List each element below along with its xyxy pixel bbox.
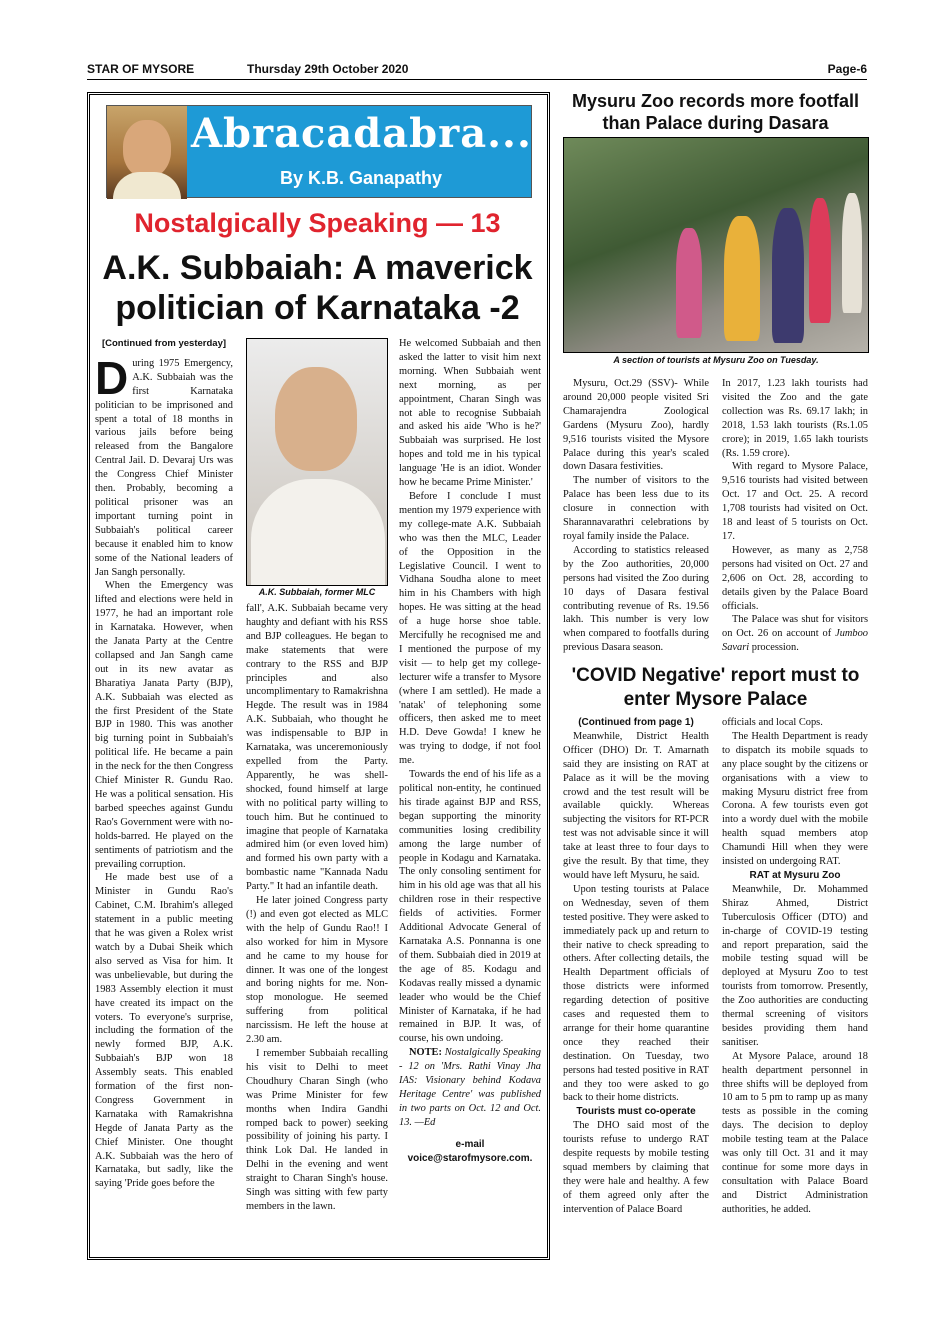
drop-cap: D — [95, 351, 129, 404]
paragraph: fall', A.K. Subbaiah became very haughty and defiant with his RSS and BJP colleagues. He began to make statements that were contrary to the RSS and BJP principles and also uncomplimentary to Ramakrishna Hegde. The result was in 1984 A.K. Subbaiah, who thought he was indispensable to BJP in Karnataka, was unceremoniously expelled from the Party. Apparently, he was shell-shocked, found himself at large with no political party willing to touch him. But he continued to imagine that people of Karnataka admired him (or even loved him) and formed his own party with a bombastic name "Kannada Nadu Party." It had an infantile death. — [246, 603, 388, 893]
paragraph: uring 1975 Emergency, A.K. Subbaiah was the first Karnataka politician to be imprisoned and spent a total of 18 months in various jails before being released from the Bangalore Central Jail. D. Devaraj Urs was the Congress Chief Minister then. Probably, becoming a political prisoner was an important turning point in Subbaiah's political career because it enabled him to know some of the National leaders of Jan Sangh personally. — [95, 357, 233, 578]
column-title: Abracadabra... — [191, 110, 532, 157]
paragraph: He welcomed Subbaiah and then asked the latter to visit him next morning. When Subbaiah went next morning, as per appointment, Charan Singh was not able to recognise Subbaiah and asked his aide 'Who is he?' Subbaiah was surprised. He lost hopes and told me in his typical language 'He is an idiot. Wonder how he became Prime Minister.' — [399, 338, 541, 489]
paragraph: Mysuru, Oct.29 (SSV)- While around 20,000 people visited Sri Chamarajendra Zoological Gardens (Mysuru Zoo), hardly 9,516 tourists visited the Mysore Palace during this year's scaled down Dasara festivities. — [563, 378, 709, 473]
paragraph: He made best use of a Minister in Gundu Rao's Cabinet, C.M. Ibrahim's alleged statement in a public meeting that he was given a Rolex wrist watch by a Dubai Sheik which also served as Visa for him. It was unbelievable, but during the 1983 Assembly election it must have created its impact on the voters. To everyone's surprise, including the formation of the newly formed BJP, A.K. Subbaiah's BJP won 18 Assembly seats. This enabled formation of the first non-Congress Government in Karnataka with Ramakrishna Hegde of Janata Party as the Chief Minister. One thought A.K. Subbaiah was the hero of Karnataka, but sadly, like the saying 'Pride goes before the — [95, 872, 233, 1190]
article1-column-3 — [399, 337, 541, 1165]
paragraph: When the Emergency was lifted and elections were held in 1977, he had an important role in Karnataka. However, when the Janata Party at the Centre collapsed and Jan Sangh came out in its new avatar as Bharatiya Janata Party (BJP), A.K. Subbaiah was elected as the first President of the State BJP in 1980. This was another big turning point in Subbaiah's political life. He became a pain in the neck for the then Congress Chief Minister R. Gundu Rao. He was a political sensation. His barbed speeches against Gundu Rao's Government were with no-holds-barred. He played on the sentiments of patriotism and the prevailing corruption. — [95, 580, 233, 870]
paragraph: However, as many as 2,758 persons had visited on Oct. 27 and 2,606 on Oct. 28, according to details given by the Palace Board officials. — [722, 544, 868, 612]
page-number: Page-6 — [827, 62, 867, 76]
zoo-photo-caption: A section of tourists at Mysuru Zoo on Tuesday. — [613, 355, 819, 365]
article2-column-2 — [722, 377, 868, 655]
continued-label: (Continued from page 1) — [578, 717, 694, 728]
paragraph: According to statistics released by the Zoo authorities, 20,000 persons had visited the Zoo during 10 days of Dasara festival contributing revenue of Rs. 19.56 lakh. This number is very low when compared to footfalls during previous Dasara season. — [563, 544, 709, 654]
article1-column-2 — [246, 602, 388, 1214]
paragraph: Towards the end of his life as a political non-entity, he continued his tirade against BJP and RSS, began supporting the minority communities losing credibility among the large number of people in Kodagu and Karnataka. The only consoling sentiment for him in his old age was that all his children rose in their respective fields of activities. Former Additional Advocate General of Karnataka A.S. Ponnanna is one of them. Subbaiah died in 2019 at the age of 85. Kodagu and Kodavas really missed a dynamic leader who would be the Chief Minister of Karnataka, if he had remained in BJP. It was, of course, his own undoing. — [399, 769, 541, 1045]
paragraph-end: procession. — [751, 642, 799, 654]
note-label: NOTE: — [409, 1047, 442, 1059]
paragraph: He later joined Congress party (!) and even got elected as MLC with the help of Gundu Rao!! I also worked for him in Mysore and he came to my house for dinner. It was one of the longest and boring nights for me. Non-stop monologue. He seemed suffering from political narcissism. He left the house at 2.30 am. — [246, 895, 388, 1046]
email-link[interactable]: voice@starofmysore.com. — [407, 1152, 533, 1164]
paragraph: Meanwhile, Dr. Mohammed Shiraz Ahmed, District Tuberculosis Officer (DTO) and in-charge of COVID-19 testing and report preparation, said the mobile testing squad will be deployed at Mysuru Zoo to test tourists from tomorrow. Presently, the Zoo authorities are conducting thermal screening of visitors besides providing them hand sanitiser. — [722, 883, 868, 1048]
paragraph: The Palace was shut for visitors on Oct. 26 on account of — [722, 614, 868, 640]
article2-column-1 — [563, 377, 709, 655]
issue-date: Thursday 29th October 2020 — [247, 62, 409, 76]
paragraph: The number of visitors to the Palace has been less due to its closure in connection with Sharannavarathri celebrations by royal family inside the Palace. — [563, 475, 709, 542]
article1-column-1 — [95, 337, 233, 1191]
series-title: Nostalgically Speaking — 13 — [134, 208, 501, 238]
zoo-photo — [563, 137, 869, 353]
note-text: Nostalgically Speaking - 12 on 'Mrs. Rathi Vinay Jha IAS: Visionary behind Kodava Heritage Centre' was published in two parts on Oct. 12 and Oct. 13. —Ed — [399, 1047, 541, 1128]
covid-headline: 'COVID Negative' report must to enter Mysore Palace — [571, 665, 860, 710]
column-byline: By K.B. Ganapathy — [279, 168, 443, 188]
paragraph: Upon testing tourists at Palace on Wednesday, seven of them tested positive. They were asked to immediately pack up and return to their native to check spreading to others. After collecting details, the Health Department officials of those districts were informed regarding detection of positive cases and requested them to arrange for their home quarantine once they reached their destination. On Tuesday, two persons had tested positive in RAT and they too were asked to go back to their home districts. — [563, 883, 709, 1104]
continued-label: [Continued from yesterday] — [101, 338, 227, 349]
emphasis: Jumboo Savari — [722, 628, 868, 654]
paragraph: officials and local Cops. — [722, 717, 823, 728]
page-header — [87, 62, 867, 80]
subbaiah-photo — [246, 338, 388, 586]
paragraph: The Health Department is ready to dispatch its mobile squads to any place sought by the citizens or organisations with a view to making Mysuru district free from Corona. A few tourists even got into a wordy duel with the mobile health squad members atop Chamundi Hill when they were insisted on undergoing RAT. — [722, 730, 868, 868]
subheading: Tourists must co-operate — [576, 1106, 696, 1118]
paragraph: With regard to Mysore Palace, 9,516 tourists had visited between Oct. 17 and Oct. 25. A record 1,708 tourists had visited on Oct. 18 and least of 5 tourists on Oct. 17. — [722, 461, 868, 542]
subheading: RAT at Mysuru Zoo — [749, 869, 841, 881]
article3-column-2 — [722, 716, 868, 1217]
paragraph: Before I conclude I must mention my 1979 experience with my college-mate A.K. Subbaiah who was then the MLC, Leader of the Opposition in the Legislative Council. I went to Vidhana Soudha alone to meet him in his Chambers with high hopes. He was sitting at the head of a huge horse shoe table. Mercifully he recognised me and I mentioned the purpose of my visit — to help get my college-lecturer wife a transfer to Mysore (where I am settled). He made a 'natak' of telephoning some officers, then asked me to meet H.D. Deve Gowda! I knew he was trying to dodge, if not fool me. — [399, 490, 541, 767]
column-banner — [106, 105, 532, 198]
paragraph: The DHO said most of the tourists refuse to undergo RAT despite requests by mobile testing squad members by claiming that they were hale and healthy. A few of them agreed only after the intervention of Palace Board — [563, 1120, 709, 1215]
paragraph: Meanwhile, District Health Officer (DHO) Dr. T. Amarnath said they are insisting on RAT at Palace as it will be the moving crowd and the test result will be available quickly. Whereas subjecting the visitors for RT-PCR test was not advisable since it will take at least three to four days to give the result. By that time, they would have left Mysuru, he said. — [563, 730, 709, 881]
author-photo — [107, 106, 187, 199]
email-label: e-mail — [455, 1138, 485, 1150]
zoo-headline: Mysuru Zoo records more footfall than Palace during Dasara — [571, 91, 860, 133]
paragraph: At Mysore Palace, around 18 health department personnel in three shifts will be deployed from 10 am to 5 pm to ramp up as many tests as possible in the coming days. The decision to deploy mobile testing team at the Palace was only till Oct. 31 and it may continue for some more days in consultation with Palace Board and District Administration authorities, he added. — [722, 1050, 868, 1215]
photo-caption: A.K. Subbaiah, former MLC — [258, 587, 376, 597]
paragraph: I remember Subbaiah recalling his visit to Delhi to meet Choudhury Charan Singh (who was Prime Minister for few months when Indira Gandhi romped back to power) seeking possibility of joining his party. I think Lok Dal. He landed in Delhi in the evening and went straight to Charan Singh's house. Singh was sitting with few party members in the lawn. — [246, 1048, 388, 1212]
paragraph: In 2017, 1.23 lakh tourists had visited the Zoo and the gate collection was Rs. 69.17 lakh; in 2018, 1.53 lakh tourists (Rs.1.05 crore); in 2019, 1.65 lakh tourists (Rs. 1.59 crore). — [722, 378, 868, 459]
paper-name: STAR OF MYSORE — [87, 62, 195, 76]
article3-column-1 — [563, 716, 709, 1217]
article-headline: A.K. Subbaiah: A maverick politician of Karnataka -2 — [102, 249, 533, 327]
